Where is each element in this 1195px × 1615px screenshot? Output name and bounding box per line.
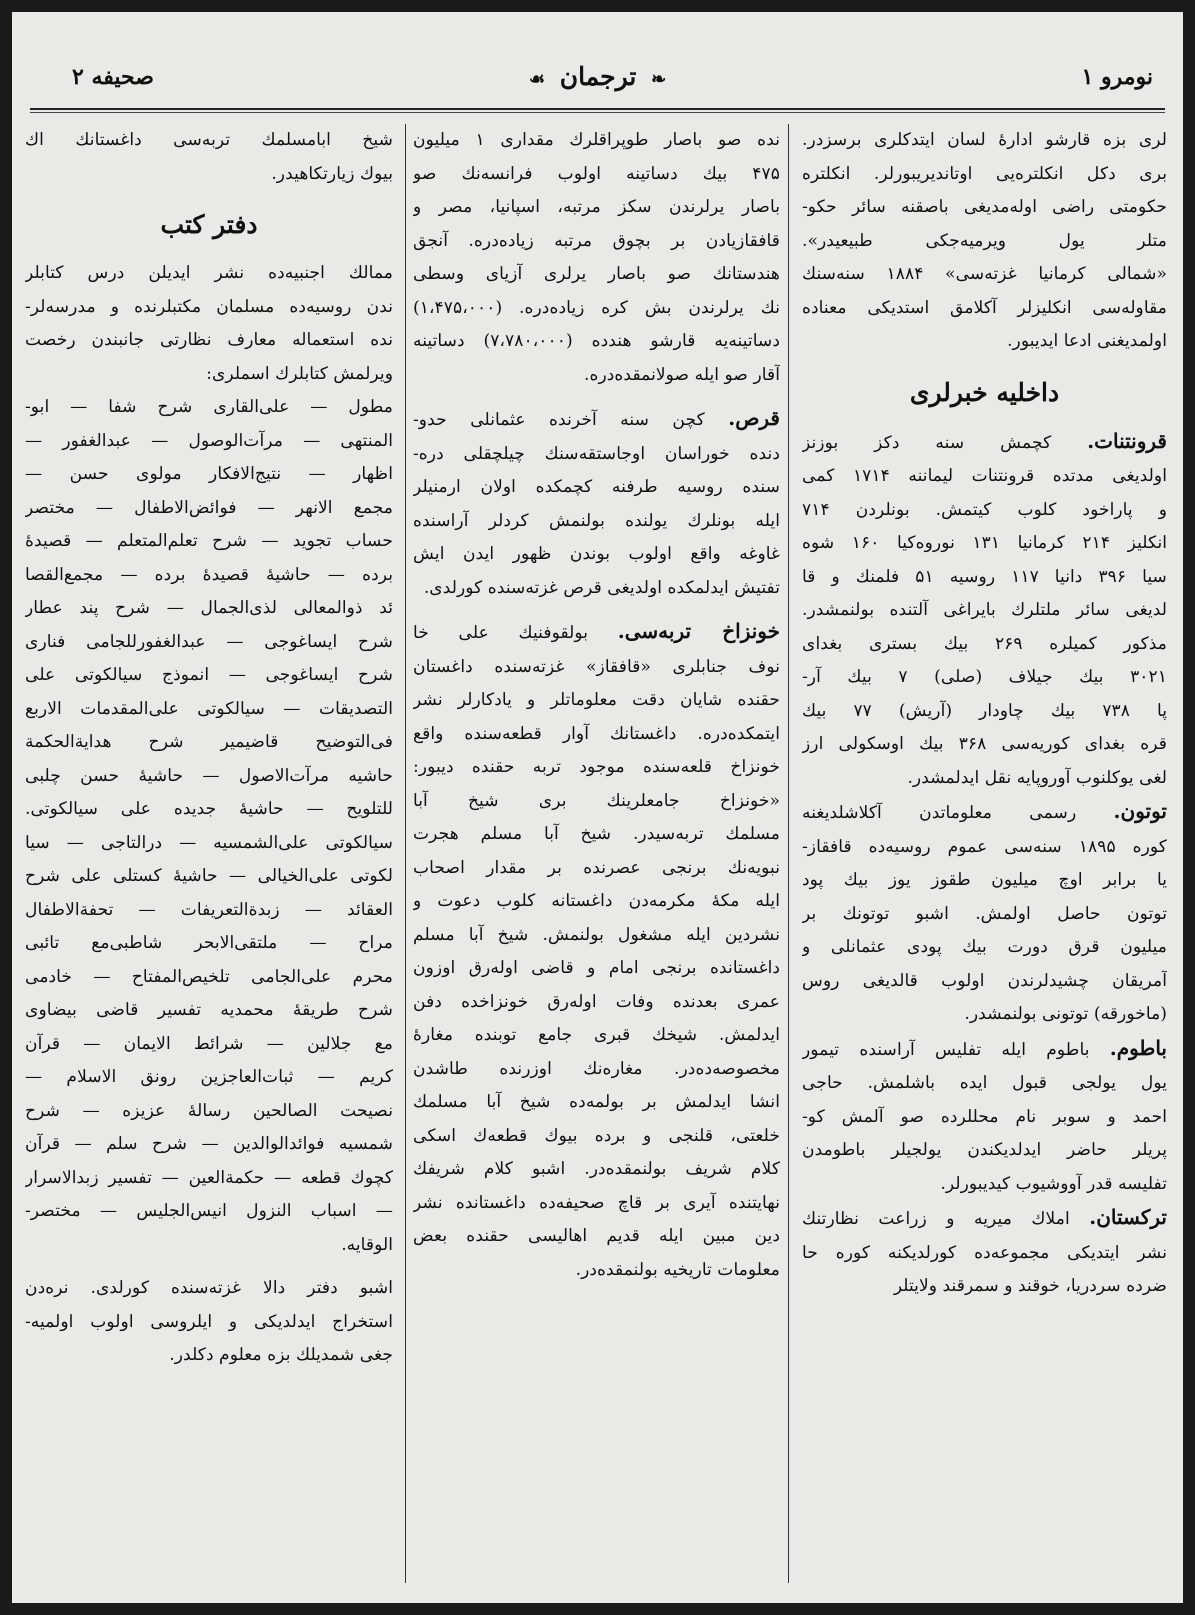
text-line <box>802 225 1167 259</box>
line-text: استخراج ایدلدیکی و ایلروسی اولوب اولمیه- <box>25 1311 393 1332</box>
text-line <box>802 1067 1167 1101</box>
text-line <box>413 952 780 986</box>
text-line <box>25 257 393 291</box>
text-line <box>802 292 1167 326</box>
line-text: حکومتی راضی اوله‌مدیغی باصقنه سائر حکو- <box>802 197 1167 217</box>
text-line <box>25 592 393 626</box>
text-line <box>413 1153 780 1187</box>
news-item-turkestan <box>802 1201 1167 1304</box>
text-line <box>413 359 780 393</box>
line-text: کلام شریف بولنمقده‌در. اشبو کلام شریفك <box>413 1159 780 1179</box>
news-lead: ترکستان. <box>1089 1205 1167 1229</box>
text-line <box>25 1095 393 1129</box>
text-line <box>25 659 393 693</box>
text-line <box>25 158 393 192</box>
line-text: مقاوله‌سی انکلیزلر آکلامق استدیکی معناده <box>802 297 1167 318</box>
spacer <box>413 392 780 402</box>
line-text: تفلیسه قدر آووشیوب کیدیبورلر. <box>940 1173 1167 1194</box>
text-line <box>25 391 393 425</box>
masthead-rule-thin <box>30 112 1165 113</box>
text-line <box>413 785 780 819</box>
text-line <box>413 124 780 158</box>
text-line <box>413 1254 780 1288</box>
text-line <box>413 225 780 259</box>
text-line <box>802 124 1167 158</box>
line-text: ممالك اجنبیه‌ده نشر ایدیلن درس کتابلر <box>25 263 393 283</box>
paragraph <box>802 124 1167 359</box>
text-line <box>25 1339 393 1373</box>
line-text: انکلیز ۲۱۴ کرمانیا ۱۳۱ نوروه‌کیا ۱۶۰ شوه <box>802 533 1167 553</box>
line-text: کچوك قطعه — حکمةالعین — تفسیر زبدالاسرار <box>25 1167 393 1188</box>
line-text: کوره ۱۸۹۵ سنه‌سی عموم روسیه‌ده قافقاز- <box>802 836 1167 857</box>
text-line <box>413 852 780 886</box>
text-line <box>802 527 1167 561</box>
line-text: و پاراخود کلوب کیتمش. بونلردن ۷۱۴ <box>802 499 1167 520</box>
ornament-icon: ❧ <box>651 69 667 90</box>
text-line <box>802 325 1167 359</box>
text-line <box>413 191 780 225</box>
text-line <box>25 994 393 1028</box>
text-line <box>413 292 780 326</box>
text-line <box>802 795 1167 831</box>
text-line <box>802 1168 1167 1202</box>
text-line <box>802 1134 1167 1168</box>
news-lead: خونزاخ تربه‌سی. <box>617 619 780 643</box>
text-line <box>25 559 393 593</box>
issue-number: نومرو ۱ <box>1081 64 1153 90</box>
line-text: ئد ذوالمعالی لذی‌الجمال — شرح پند عطار <box>25 598 393 618</box>
text-line <box>25 1229 393 1263</box>
line-text: التصدیقات — سیالکوتی علی‌المقدمات الاربع <box>25 698 393 719</box>
column-left <box>25 124 393 1591</box>
text-line <box>802 258 1167 292</box>
text-line <box>25 324 393 358</box>
text-line <box>802 728 1167 762</box>
line-text: بیوك زیارتکاهیدر. <box>271 163 393 184</box>
line-text: ضرده سردریا، خوقند و سمرقند ولایتلر <box>893 1276 1167 1296</box>
text-line <box>802 191 1167 225</box>
line-text: برده — حاشیهٔ قصیدهٔ برده — مجمع‌القصا <box>25 564 393 585</box>
line-text: مخصوصه‌ده‌در. مغاره‌نك اوزرنده طاشدن <box>413 1058 780 1079</box>
text-line <box>413 471 780 505</box>
text-line <box>25 693 393 727</box>
line-text: مطول — علی‌القاری شرح شفا — ابو- <box>25 397 393 417</box>
text-line <box>413 818 780 852</box>
text-line <box>413 325 780 359</box>
text-line <box>802 561 1167 595</box>
text-line <box>25 1028 393 1062</box>
line-text: حاشیه مرآت‌الاصول — حاشیهٔ حسن چلبی <box>25 765 393 786</box>
text-line <box>802 931 1167 965</box>
line-text: عمری بعدنده وفات اوله‌رق خونزاخده دفن <box>413 991 780 1012</box>
line-text: توتون حاصل اولمش. اشبو توتونك بر <box>802 903 1167 924</box>
line-text: شیخ ابامسلمك تربه‌سی داغستانك اك <box>25 130 393 150</box>
text-line <box>25 1061 393 1095</box>
paragraph <box>413 124 780 392</box>
line-text: بری دکل انکلتره‌یی اوتاندیریبورلر. انکلتره <box>802 163 1167 184</box>
line-text: نده صو باصار طوپراقلرك مقداری ۱ میلیون <box>413 130 780 150</box>
line-text: مسلمك تربه‌سیدر. شیخ آبا مسلم هجرت <box>413 824 780 844</box>
line-text: کریم — ثبات‌العاجزین رونق الاسلام — <box>25 1067 393 1087</box>
column-middle <box>413 124 780 1591</box>
section-heading: داخلیه خبرلری <box>909 377 1060 407</box>
text-line <box>25 1272 393 1306</box>
text-line <box>25 793 393 827</box>
text-line <box>413 1120 780 1154</box>
line-text: العقائد — زبدةالتعریفات — تحفةالاطفال <box>25 899 393 920</box>
text-line <box>802 628 1167 662</box>
text-line <box>413 158 780 192</box>
text-line <box>802 762 1167 796</box>
text-line <box>25 492 393 526</box>
spacer <box>25 1262 393 1272</box>
text-line <box>413 986 780 1020</box>
line-text: معلومات تاریخیه بولنمقده‌در. <box>575 1259 780 1280</box>
text-line <box>802 998 1167 1032</box>
line-text: فی‌التوضیح قاضیمیر شرح هدایةالحکمة <box>25 732 393 752</box>
text-line <box>25 894 393 928</box>
text-line <box>413 615 780 651</box>
text-line <box>413 1019 780 1053</box>
text-line <box>25 860 393 894</box>
line-text: ویرلمش کتابلرك اسملری: <box>206 363 393 384</box>
text-line <box>413 885 780 919</box>
text-line <box>25 927 393 961</box>
line-text: قافقازیادن بر بچوق مرتبه زیاده‌دره. آنجق <box>413 230 780 251</box>
line-text: ایله مکهٔ مکرمه‌دن داغستانه کلوب دعوت و <box>413 891 780 911</box>
line-text: باطوم ایله تفلیس آراسنده تیمور <box>802 1039 1090 1060</box>
text-line <box>413 684 780 718</box>
line-text: کچمش سنه دکز بوزنز <box>802 432 1052 453</box>
text-line <box>802 695 1167 729</box>
text-line <box>802 425 1167 461</box>
text-line <box>413 572 780 606</box>
text-line <box>25 961 393 995</box>
line-text: نوف جنابلری «قافقاز» غزته‌سنده داغستان <box>413 656 780 677</box>
text-line <box>413 1220 780 1254</box>
line-text: احمد و سوبر نام محللرده صو آلمش کو- <box>802 1106 1167 1127</box>
column-divider <box>788 124 789 1583</box>
line-text: اولمدیغنی ادعا ایدیبور. <box>1007 331 1167 351</box>
text-line <box>413 258 780 292</box>
line-text: الوقایه. <box>341 1234 393 1255</box>
line-text: رسمی معلوماتدن آکلاشلدیغنه <box>802 803 1077 823</box>
column-divider <box>405 124 406 1583</box>
news-item-quarantine <box>802 425 1167 796</box>
text-line <box>802 965 1167 999</box>
line-text: مذکور کمیلره ۲۶۹ بیك بستری بغدای <box>802 633 1167 654</box>
text-line <box>413 1086 780 1120</box>
newspaper-page <box>12 12 1183 1603</box>
text-line <box>413 505 780 539</box>
text-line <box>802 1101 1167 1135</box>
line-text: ندن روسیه‌ده مسلمان مکتبلرنده و مدرسه‌لر- <box>25 296 393 317</box>
line-text: ایتمکده‌دره. داغستانك آوار قطعه‌سنده واقع <box>413 723 780 744</box>
line-text: حقنده شایان دقت معلوماتلر و یادکارلر نشر <box>413 690 780 710</box>
text-line <box>25 1162 393 1196</box>
line-text: سیا ۳۹۶ دانیا ۱۱۷ روسیه ۵۱ فلمنك و قا <box>802 566 1167 587</box>
line-text: «شمالی کرمانیا غزته‌سی» ۱۸۸۴ سنه‌سنك <box>802 264 1167 284</box>
text-line <box>25 1306 393 1340</box>
book-list-closing <box>25 1272 393 1373</box>
line-text: حساب تجوید — شرح تعلم‌المتعلم — قصیدهٔ <box>25 531 393 551</box>
text-line <box>413 438 780 472</box>
news-lead: توتون. <box>1113 799 1167 823</box>
text-line <box>802 831 1167 865</box>
book-list-intro <box>25 257 393 391</box>
line-text: انشا ایدلمش بر بولمه‌ده شیخ آبا مسلمك <box>413 1092 780 1112</box>
text-line <box>25 626 393 660</box>
text-line <box>802 898 1167 932</box>
line-text: (ماخورقه) توتونی بولنمشدر. <box>964 1004 1167 1024</box>
line-text: دنده خوراسان اوجاستقه‌سنك چیلچقلی دره- <box>413 443 780 464</box>
paragraph <box>25 124 393 191</box>
news-lead: باطوم. <box>1109 1035 1167 1060</box>
news-lead: قرص. <box>728 406 780 430</box>
page-number: صحیفه ۲ <box>72 64 154 90</box>
text-line <box>25 827 393 861</box>
text-line <box>25 358 393 392</box>
line-text: املاك میریه و زراعت نظارتنك <box>802 1209 1070 1229</box>
book-list <box>25 391 393 1262</box>
text-line <box>413 538 780 572</box>
line-text: «خونزاخ جامعلرینك بری شیخ آبا <box>413 790 780 811</box>
line-text: مجمع الانهر — فوائض‌الاطفال — مختصر <box>25 497 393 518</box>
text-line <box>802 1201 1167 1237</box>
line-text: نصیحت الصالحین رسالهٔ عزیزه — شرح <box>25 1100 393 1121</box>
line-text: سنده روسیه طرفنه کچمکده اولان ارمنیلر <box>413 477 780 497</box>
text-line <box>413 1053 780 1087</box>
line-text: هندستانك صو باصار یرلری آزیای وسطی <box>413 264 780 284</box>
line-text: دساتینه‌یه قارشو هندده (۷،۷۸۰،۰۰۰) دساتینه <box>413 331 780 351</box>
text-line <box>802 460 1167 494</box>
text-line <box>25 425 393 459</box>
text-line <box>25 291 393 325</box>
text-line <box>25 458 393 492</box>
line-text: نهایتنده آیری بر قاچ صحیفه‌ده داغستانده نشر <box>413 1192 780 1213</box>
line-text: ایله بونلرك یولنده بولنمش کردلر آراسنده <box>413 510 780 531</box>
text-line <box>413 751 780 785</box>
line-text: شرح ایساغوجی — انموذج سیالکوتی علی <box>25 665 393 685</box>
newspaper-title: ترجمان <box>559 62 637 91</box>
line-text: میلیون قرق دورت بیك پودی عثمانلی و <box>802 937 1167 957</box>
text-line <box>802 594 1167 628</box>
line-text: قره بغدای کوریه‌سی ۳۶۸ بیك اوسکولی ارز <box>802 734 1167 754</box>
line-text: نشر ایتدیکی مجموعه‌ده کورلدیکنه کوره حا <box>802 1242 1167 1263</box>
line-text: بولقوفنیك علی خا <box>413 623 589 643</box>
line-text: للتلویح — حاشیهٔ جدیده علی سیالکوتی. <box>25 799 393 819</box>
line-text: اشبو دفتر دالا غزته‌سنده کورلدی. نره‌دن <box>25 1278 393 1298</box>
line-text: متلر یول ویرمیه‌جکی طبیعیدر». <box>802 230 1167 251</box>
news-item-khunzakh <box>413 615 780 1287</box>
masthead-rule <box>30 108 1165 110</box>
newspaper-title-wrap <box>12 62 1183 91</box>
text-line <box>25 760 393 794</box>
line-text: شرح طریقهٔ محمدیه تفسیر قاضی بیضاوی <box>25 1000 393 1020</box>
line-text: ۴۷۵ بیك دساتینه اولوب فرانسه‌نك صو <box>413 163 780 184</box>
news-lead: قرونتنات. <box>1087 428 1167 453</box>
line-text: تفتیش ایدلمکده اولدیغی قرص غزته‌سنده کورلدی. <box>423 577 780 598</box>
line-text: لکوتی علی‌الخیالی — حاشیهٔ کستلی علی شرح <box>25 866 393 886</box>
line-text: سیالکوتی علی‌الشمسیه — درالتاجی — سیا <box>25 832 393 853</box>
text-line <box>25 1195 393 1229</box>
text-line <box>413 651 780 685</box>
book-list-heading: دفتر کتب <box>160 210 258 239</box>
text-line <box>413 919 780 953</box>
line-text: شرح ایساغوجی — عبدالغفورللجامی فناری <box>25 631 393 652</box>
text-line <box>413 1187 780 1221</box>
text-line <box>413 402 780 438</box>
masthead <box>12 64 1183 110</box>
text-line <box>802 1270 1167 1304</box>
line-text: آمریقان چشیدلرندن اولوب قالدیغی روس <box>802 970 1167 991</box>
text-line <box>802 864 1167 898</box>
news-item-tobacco <box>802 795 1167 1032</box>
text-line <box>802 1237 1167 1271</box>
line-text: غاوغه واقع اولوب بوندن ظهور ایدن ایش <box>413 544 780 564</box>
text-line <box>802 158 1167 192</box>
line-text: آقار صو ایله صولانمقده‌دره. <box>584 364 780 385</box>
line-text: یا برابر اوچ میلیون طقوز یوز بیك پود <box>802 870 1167 890</box>
text-line <box>802 1032 1167 1068</box>
text-line <box>25 525 393 559</box>
line-text: یول یولجی قبول ایده باشلمش. حاجی <box>802 1073 1167 1093</box>
column-right <box>802 124 1167 1591</box>
text-line <box>802 494 1167 528</box>
spacer <box>413 605 780 615</box>
line-text: — اسباب النزول انیس‌الجلیس — مختصر- <box>25 1201 393 1221</box>
news-item-kars <box>413 402 780 605</box>
line-text: ایدلمش. شیخك قبری جامع توبنده مغارهٔ <box>413 1025 780 1045</box>
line-text: محرم علی‌الجامی تلخیص‌المفتاح — خادمی <box>25 966 393 987</box>
line-text: نده استعماله معارف نظارتی جانبندن رخصت <box>25 330 393 350</box>
line-text: نبویه‌نك برنجی عصرنده بر مقدار اصحاب <box>413 857 780 878</box>
line-text: باصار یرلرندن سکز مرتبه، اسپانیا، مصر و <box>413 197 780 217</box>
line-text: دین مبین ایله قدیم اهالیسی حقنده بعض <box>413 1226 780 1246</box>
line-text: نشردین ایله مشغول بولنمش. شیخ آبا مسلم <box>413 924 780 945</box>
text-line <box>25 124 393 158</box>
line-text: المنتهی — مرآت‌الوصول — عبدالغفور — <box>25 430 393 451</box>
line-text: نك یرلرندن بش کره زیاده‌دره. (۱،۴۷۵،۰۰۰) <box>413 297 780 318</box>
line-text: پا ۷۳۸ بیك چاودار (آریش) ۷۷ بیك <box>802 700 1167 721</box>
text-line <box>25 726 393 760</box>
line-text: مراح — ملتقی‌الابحر شاطبی‌مع تائبی <box>25 933 393 953</box>
line-text: اظهار — نتیج‌الافکار مولوی حسن — <box>25 464 393 484</box>
text-line <box>25 1128 393 1162</box>
ornament-icon: ☙ <box>528 69 545 90</box>
line-text: داغستانده برنجی امام و قاضی اوله‌رق اوزون <box>413 958 780 978</box>
text-line <box>802 661 1167 695</box>
line-text: خونزاخ قلعه‌سنده موجود تربه حقنده دیبور: <box>413 757 780 777</box>
line-text: لغی یوکلنوب آوروپایه نقل ایدلمشدر. <box>907 767 1167 788</box>
line-text: کچن سنه آخرنده عثمانلی حدو- <box>413 410 705 430</box>
line-text: مع جلالین — شرائط الایمان — قرآن <box>25 1033 393 1054</box>
line-text: ۳۰۲۱ بیك جیلاف (صلی) ۷ بیك آر- <box>802 667 1167 687</box>
text-line <box>413 718 780 752</box>
line-text: جغی شمدیلك بزه معلوم دکلدر. <box>169 1345 393 1365</box>
line-text: اولدیغی مدتده قرونتنات لیماننه ۱۷۱۴ کمی <box>802 466 1167 486</box>
news-item-batum <box>802 1032 1167 1202</box>
line-text: لری بزه قارشو اداره‌ٔ لسان ایتدکلری برسزدر. <box>802 130 1167 150</box>
line-text: لدیغی سائر ملتلرك بایراغی آلتنده بولنمشدر. <box>802 600 1167 620</box>
line-text: شمسیه فوائدالوالدین — شرح سلم — قرآن <box>25 1134 393 1154</box>
line-text: پریلر حاضر ایدلدیکندن یولجیلر باطومدن <box>802 1140 1167 1160</box>
line-text: خلعتی، قلنجی و برده بیوك قطعه‌ك اسکی <box>413 1125 780 1146</box>
